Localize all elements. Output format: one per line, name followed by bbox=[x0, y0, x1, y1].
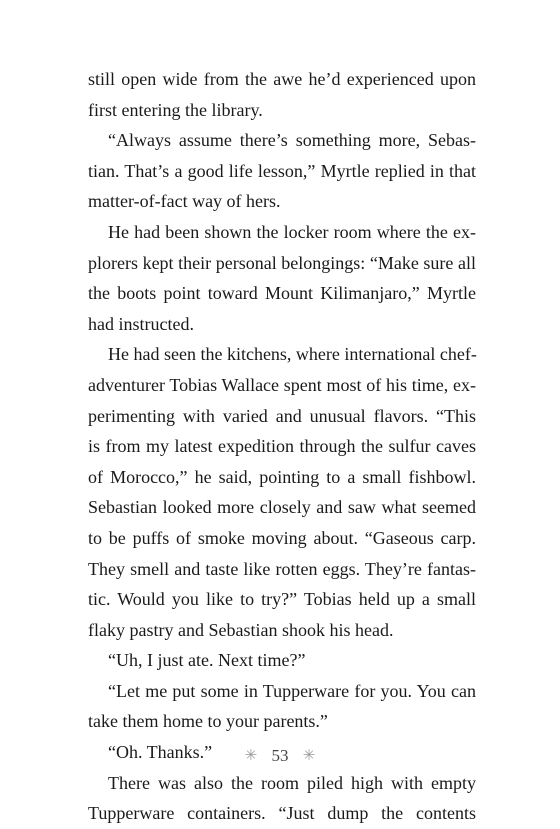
text-line: They smell and taste like rotten eggs. They’re fantas- bbox=[88, 558, 476, 579]
page-footer bbox=[0, 744, 560, 768]
text-line: There was also the room piled high with empty bbox=[108, 772, 476, 793]
text-line: tic. Would you like to try?” Tobias held up a small bbox=[88, 589, 476, 610]
text-line: “Always assume there’s something more, Sebas- bbox=[108, 130, 476, 151]
text-line: Sebastian looked more closely and saw what seemed bbox=[88, 497, 476, 518]
text-line: to be puffs of smoke moving about. “Gaseous carp. bbox=[88, 527, 476, 548]
text-line: take them home to your parents.” bbox=[88, 711, 328, 732]
text-line: Tupperware containers. “Just dump the contents bbox=[88, 803, 476, 824]
text-line: “Oh. Thanks.” bbox=[108, 742, 213, 763]
page-number: 53 bbox=[271, 746, 289, 765]
text-line: matter-of-fact way of hers. bbox=[88, 191, 281, 212]
text-line: the boots point toward Mount Kilimanjaro,” Myrtle bbox=[88, 283, 476, 304]
left-asterisk-ornament-icon: ✳ bbox=[244, 748, 258, 764]
text-line: had instructed. bbox=[88, 313, 194, 334]
text-line: plorers kept their personal belongings: “Make sure all bbox=[88, 252, 476, 273]
text-line: “Let me put some in Tupperware for you. You can bbox=[108, 680, 476, 701]
text-line: adventurer Tobias Wallace spent most of his time, ex- bbox=[88, 374, 476, 395]
body-text bbox=[88, 64, 476, 829]
right-asterisk-ornament-icon: ✳ bbox=[302, 748, 316, 764]
text-line: “Uh, I just ate. Next time?” bbox=[108, 650, 306, 671]
text-line: first entering the library. bbox=[88, 99, 263, 120]
text-line: flaky pastry and Sebastian shook his head. bbox=[88, 619, 394, 640]
text-line: tian. That’s a good life lesson,” Myrtle replied in that bbox=[88, 160, 476, 181]
text-line: of Morocco,” he said, pointing to a small fishbowl. bbox=[88, 466, 476, 487]
text-line: is from my latest expedition through the sulfur caves bbox=[88, 436, 476, 457]
text-line: He had been shown the locker room where the ex- bbox=[108, 221, 476, 242]
text-line: He had seen the kitchens, where international chef- bbox=[108, 344, 477, 365]
text-line: perimenting with varied and unusual flavors. “This bbox=[88, 405, 476, 426]
text-line: still open wide from the awe he’d experienced upon bbox=[88, 69, 476, 89]
